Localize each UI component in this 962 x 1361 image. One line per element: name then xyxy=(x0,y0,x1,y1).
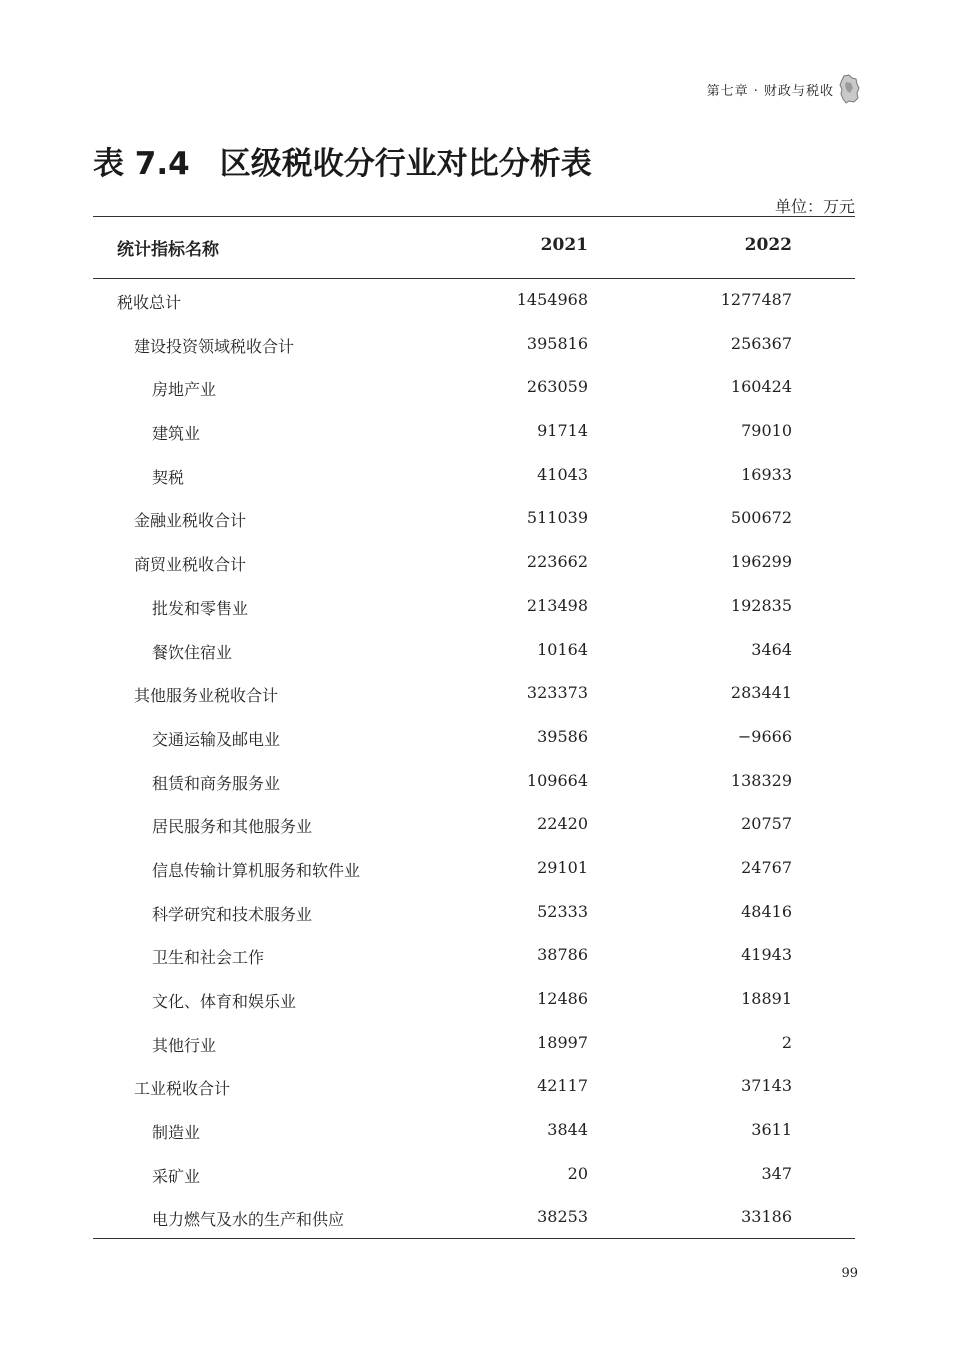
row-value-2021: 41043 xyxy=(537,464,588,484)
row-value-2022: 2 xyxy=(781,1032,792,1052)
row-value-2022: 160424 xyxy=(730,377,792,397)
row-value-2021: 22420 xyxy=(537,814,588,834)
row-name: 其他服务业税收合计 xyxy=(134,686,279,706)
table-bottom-rule xyxy=(93,1238,855,1239)
row-value-2021: 263059 xyxy=(526,377,588,397)
row-value-2022: 192835 xyxy=(730,595,792,615)
column-header-name: 统计指标名称 xyxy=(117,240,219,260)
row-value-2022: 41943 xyxy=(741,945,792,965)
column-header-2022: 2022 xyxy=(744,235,792,255)
row-value-2022: 18891 xyxy=(741,989,792,1008)
table-row xyxy=(0,540,962,584)
table-top-rule xyxy=(93,216,855,217)
row-value-2021: 323373 xyxy=(526,683,588,703)
row-value-2022: 283441 xyxy=(730,683,792,703)
row-name: 商贸业税收合计 xyxy=(134,555,247,575)
row-value-2022: 3611 xyxy=(751,1120,792,1140)
row-value-2021: 511039 xyxy=(526,508,588,528)
row-value-2021: 109664 xyxy=(526,770,588,790)
row-name: 居民服务和其他服务业 xyxy=(152,817,313,837)
table-row xyxy=(0,278,962,322)
table-row xyxy=(0,715,962,759)
table-row xyxy=(0,628,962,672)
row-value-2021: 395816 xyxy=(526,333,588,353)
table-row xyxy=(0,365,962,409)
row-value-2022: 1277487 xyxy=(720,290,792,309)
row-value-2022: 20757 xyxy=(741,814,792,834)
row-value-2022: 256367 xyxy=(730,333,792,353)
row-value-2021: 18997 xyxy=(537,1032,588,1052)
row-name: 餐饮住宿业 xyxy=(152,642,233,662)
row-value-2021: 52333 xyxy=(537,901,588,921)
unit-label: 单位：万元 xyxy=(774,197,855,216)
row-name: 契税 xyxy=(152,467,185,487)
row-name: 卫生和社会工作 xyxy=(152,948,265,968)
row-name: 科学研究和技术服务业 xyxy=(152,904,313,924)
table-row xyxy=(0,977,962,1021)
table-body xyxy=(0,278,962,1239)
table-title xyxy=(93,138,592,183)
row-value-2021: 42117 xyxy=(537,1076,588,1096)
table-row xyxy=(0,890,962,934)
table-row xyxy=(0,1021,962,1065)
row-name: 租赁和商务服务业 xyxy=(152,773,281,793)
row-value-2022: 24767 xyxy=(741,857,792,877)
table-row xyxy=(0,1108,962,1152)
table-number: 表 7.4 xyxy=(93,146,190,182)
row-value-2021: 3844 xyxy=(547,1120,588,1140)
table-row xyxy=(0,1152,962,1196)
row-name: 信息传输计算机服务和软件业 xyxy=(152,860,361,880)
table-row xyxy=(0,759,962,803)
row-name: 工业税收合计 xyxy=(134,1079,231,1099)
row-value-2022: −9666 xyxy=(737,726,792,746)
table-row xyxy=(0,802,962,846)
row-name: 房地产业 xyxy=(152,380,217,400)
row-value-2021: 39586 xyxy=(537,726,588,746)
row-name: 电力燃气及水的生产和供应 xyxy=(152,1210,345,1230)
row-value-2022: 347 xyxy=(761,1163,792,1183)
table-row xyxy=(0,846,962,890)
table-row xyxy=(0,933,962,977)
row-value-2021: 38786 xyxy=(537,945,588,965)
row-name: 交通运输及邮电业 xyxy=(152,729,281,749)
row-value-2021: 91714 xyxy=(537,421,588,441)
chapter-header: 第七章 · 财政与税收 xyxy=(706,84,834,99)
table-row xyxy=(0,1064,962,1108)
table-row xyxy=(0,671,962,715)
row-value-2022: 196299 xyxy=(730,552,792,572)
row-value-2022: 3464 xyxy=(751,639,792,659)
column-header-2021: 2021 xyxy=(540,235,588,255)
row-value-2022: 500672 xyxy=(730,508,792,528)
row-name: 金融业税收合计 xyxy=(134,511,247,531)
row-value-2022: 37143 xyxy=(741,1076,792,1096)
row-name: 批发和零售业 xyxy=(152,598,249,618)
row-name: 采矿业 xyxy=(152,1166,201,1186)
row-value-2021: 213498 xyxy=(526,595,588,615)
row-value-2022: 79010 xyxy=(741,421,792,441)
row-value-2021: 29101 xyxy=(537,857,588,877)
table-row xyxy=(0,409,962,453)
table-row xyxy=(0,453,962,497)
row-value-2021: 20 xyxy=(567,1163,588,1183)
row-value-2022: 48416 xyxy=(741,901,792,921)
row-name: 其他行业 xyxy=(152,1035,217,1055)
page-number: 99 xyxy=(841,1266,858,1281)
row-name: 建筑业 xyxy=(152,424,201,444)
table-title-text: 区级税收分行业对比分析表 xyxy=(219,146,592,182)
row-value-2021: 12486 xyxy=(537,989,588,1008)
table-row xyxy=(0,496,962,540)
row-value-2022: 33186 xyxy=(741,1207,792,1227)
table-row xyxy=(0,584,962,628)
row-name: 税收总计 xyxy=(117,293,182,312)
table-row xyxy=(0,1195,962,1239)
district-map-icon xyxy=(838,74,860,104)
row-value-2022: 16933 xyxy=(741,464,792,484)
row-value-2021: 1454968 xyxy=(516,290,588,309)
row-value-2021: 10164 xyxy=(537,639,588,659)
row-name: 文化、体育和娱乐业 xyxy=(152,992,297,1011)
row-value-2021: 38253 xyxy=(537,1207,588,1227)
row-value-2022: 138329 xyxy=(730,770,792,790)
row-value-2021: 223662 xyxy=(526,552,588,572)
table-row xyxy=(0,322,962,366)
row-name: 制造业 xyxy=(152,1123,201,1143)
row-name: 建设投资领域税收合计 xyxy=(134,336,295,356)
